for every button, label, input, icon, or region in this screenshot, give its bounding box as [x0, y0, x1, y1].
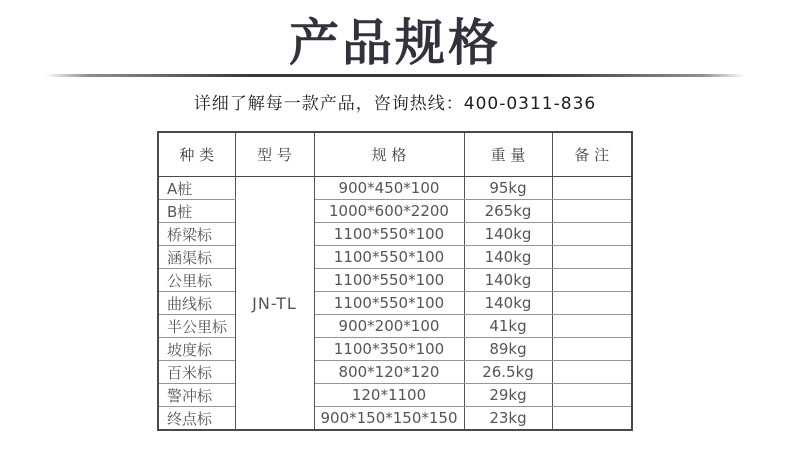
title-divider — [45, 74, 745, 77]
table-row — [158, 269, 632, 292]
page-subtitle: 详细了解每一款产品，咨询热线：400-0311-836 — [193, 94, 597, 114]
cell-model: JN-TL — [235, 177, 314, 431]
cell-type: A桩 — [158, 177, 235, 200]
cell-type: 终点标 — [158, 407, 235, 431]
cell-weight: 23kg — [464, 407, 552, 431]
cell-spec: 900*150*150*150 — [314, 407, 464, 431]
table-row — [158, 315, 632, 338]
cell-note — [552, 223, 632, 246]
table-row — [158, 246, 632, 269]
cell-note — [552, 361, 632, 384]
cell-weight: 29kg — [464, 384, 552, 407]
cell-type: 半公里标 — [158, 315, 235, 338]
cell-note — [552, 269, 632, 292]
cell-weight: 140kg — [464, 223, 552, 246]
cell-note — [552, 246, 632, 269]
cell-note — [552, 407, 632, 431]
cell-type: 警冲标 — [158, 384, 235, 407]
cell-weight: 140kg — [464, 292, 552, 315]
table-header-row — [158, 132, 632, 177]
cell-weight: 26.5kg — [464, 361, 552, 384]
cell-spec: 1000*600*2200 — [314, 200, 464, 223]
cell-type: 百米标 — [158, 361, 235, 384]
cell-spec: 120*1100 — [314, 384, 464, 407]
cell-weight: 140kg — [464, 269, 552, 292]
cell-type: 曲线标 — [158, 292, 235, 315]
table-row — [158, 177, 632, 200]
cell-spec: 1100*550*100 — [314, 246, 464, 269]
page-title: 产品规格 — [289, 14, 501, 72]
col-header-spec: 规 格 — [314, 132, 464, 177]
cell-weight: 41kg — [464, 315, 552, 338]
cell-note — [552, 200, 632, 223]
cell-spec: 900*450*100 — [314, 177, 464, 200]
table-row — [158, 384, 632, 407]
cell-type: 公里标 — [158, 269, 235, 292]
cell-type: 涵渠标 — [158, 246, 235, 269]
table-row — [158, 223, 632, 246]
cell-note — [552, 384, 632, 407]
cell-spec: 1100*350*100 — [314, 338, 464, 361]
table-row — [158, 200, 632, 223]
cell-spec: 1100*550*100 — [314, 292, 464, 315]
cell-spec: 1100*550*100 — [314, 223, 464, 246]
cell-spec: 1100*550*100 — [314, 269, 464, 292]
col-header-model: 型 号 — [235, 132, 314, 177]
table-row — [158, 407, 632, 431]
cell-note — [552, 292, 632, 315]
cell-note — [552, 315, 632, 338]
cell-weight: 265kg — [464, 200, 552, 223]
col-header-weight: 重 量 — [464, 132, 552, 177]
cell-type: B桩 — [158, 200, 235, 223]
cell-note — [552, 338, 632, 361]
cell-spec: 800*120*120 — [314, 361, 464, 384]
table-row — [158, 338, 632, 361]
cell-note — [552, 177, 632, 200]
cell-type: 桥梁标 — [158, 223, 235, 246]
spec-table — [157, 131, 633, 431]
table-row — [158, 292, 632, 315]
cell-weight: 89kg — [464, 338, 552, 361]
col-header-note: 备 注 — [552, 132, 632, 177]
cell-weight: 140kg — [464, 246, 552, 269]
table-row — [158, 361, 632, 384]
cell-spec: 900*200*100 — [314, 315, 464, 338]
col-header-type: 种 类 — [158, 132, 235, 177]
cell-weight: 95kg — [464, 177, 552, 200]
cell-type: 坡度标 — [158, 338, 235, 361]
